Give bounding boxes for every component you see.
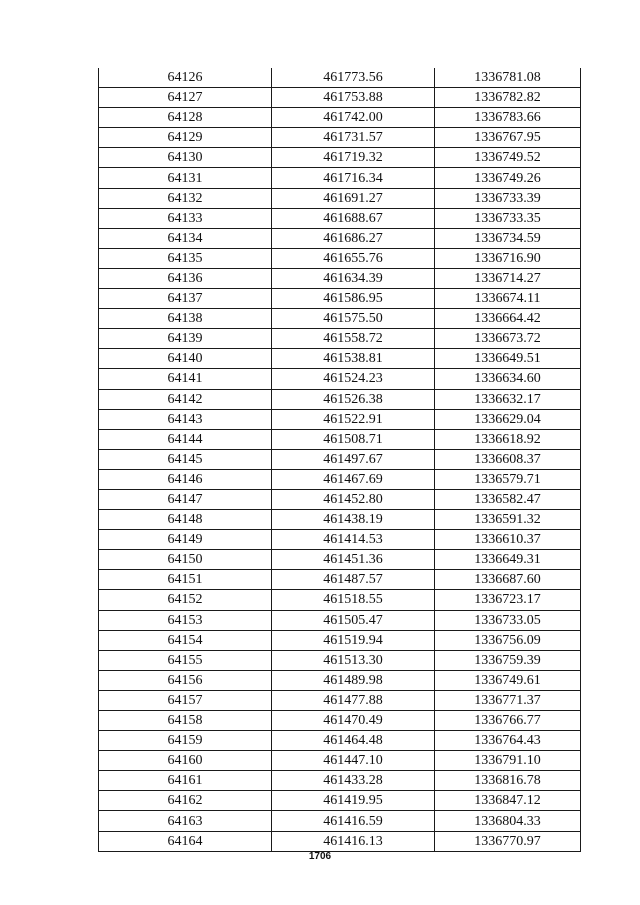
- table-row: [99, 771, 581, 791]
- x-coordinate-cell: 461505.47: [272, 610, 435, 630]
- x-coordinate-cell: 461753.88: [272, 88, 435, 108]
- y-coordinate-cell: 1336579.71: [435, 469, 581, 489]
- point-id-cell: 64153: [99, 610, 272, 630]
- coordinates-table: [98, 68, 581, 852]
- y-coordinate-cell: 1336733.39: [435, 188, 581, 208]
- table-row: [99, 389, 581, 409]
- table-row: [99, 168, 581, 188]
- x-coordinate-cell: 461558.72: [272, 329, 435, 349]
- table-row: [99, 489, 581, 509]
- x-coordinate-cell: 461477.88: [272, 690, 435, 710]
- table-row: [99, 188, 581, 208]
- table-row: [99, 550, 581, 570]
- table-row: [99, 88, 581, 108]
- y-coordinate-cell: 1336687.60: [435, 570, 581, 590]
- point-id-cell: 64141: [99, 369, 272, 389]
- point-id-cell: 64152: [99, 590, 272, 610]
- y-coordinate-cell: 1336771.37: [435, 690, 581, 710]
- x-coordinate-cell: 461719.32: [272, 148, 435, 168]
- table-row: [99, 610, 581, 630]
- y-coordinate-cell: 1336610.37: [435, 530, 581, 550]
- point-id-cell: 64138: [99, 309, 272, 329]
- point-id-cell: 64142: [99, 389, 272, 409]
- point-id-cell: 64150: [99, 550, 272, 570]
- y-coordinate-cell: 1336591.32: [435, 510, 581, 530]
- table-row: [99, 369, 581, 389]
- y-coordinate-cell: 1336714.27: [435, 268, 581, 288]
- y-coordinate-cell: 1336759.39: [435, 650, 581, 670]
- y-coordinate-cell: 1336783.66: [435, 108, 581, 128]
- y-coordinate-cell: 1336673.72: [435, 329, 581, 349]
- x-coordinate-cell: 461688.67: [272, 208, 435, 228]
- x-coordinate-cell: 461451.36: [272, 550, 435, 570]
- point-id-cell: 64136: [99, 268, 272, 288]
- point-id-cell: 64127: [99, 88, 272, 108]
- point-id-cell: 64132: [99, 188, 272, 208]
- x-coordinate-cell: 461773.56: [272, 68, 435, 88]
- point-id-cell: 64128: [99, 108, 272, 128]
- table-row: [99, 248, 581, 268]
- y-coordinate-cell: 1336674.11: [435, 289, 581, 309]
- x-coordinate-cell: 461519.94: [272, 630, 435, 650]
- point-id-cell: 64130: [99, 148, 272, 168]
- table-row: [99, 831, 581, 851]
- table-row: [99, 329, 581, 349]
- table-row: [99, 349, 581, 369]
- y-coordinate-cell: 1336756.09: [435, 630, 581, 650]
- x-coordinate-cell: 461586.95: [272, 289, 435, 309]
- x-coordinate-cell: 461655.76: [272, 248, 435, 268]
- x-coordinate-cell: 461419.95: [272, 791, 435, 811]
- table-row: [99, 108, 581, 128]
- point-id-cell: 64145: [99, 449, 272, 469]
- point-id-cell: 64137: [99, 289, 272, 309]
- y-coordinate-cell: 1336632.17: [435, 389, 581, 409]
- x-coordinate-cell: 461538.81: [272, 349, 435, 369]
- y-coordinate-cell: 1336782.82: [435, 88, 581, 108]
- table-row: [99, 711, 581, 731]
- point-id-cell: 64144: [99, 429, 272, 449]
- point-id-cell: 64158: [99, 711, 272, 731]
- table-row: [99, 148, 581, 168]
- table-row: [99, 449, 581, 469]
- y-coordinate-cell: 1336770.97: [435, 831, 581, 851]
- x-coordinate-cell: 461438.19: [272, 510, 435, 530]
- table-row: [99, 670, 581, 690]
- x-coordinate-cell: 461414.53: [272, 530, 435, 550]
- x-coordinate-cell: 461508.71: [272, 429, 435, 449]
- y-coordinate-cell: 1336816.78: [435, 771, 581, 791]
- table-row: [99, 429, 581, 449]
- point-id-cell: 64159: [99, 731, 272, 751]
- table-row: [99, 751, 581, 771]
- y-coordinate-cell: 1336618.92: [435, 429, 581, 449]
- point-id-cell: 64140: [99, 349, 272, 369]
- point-id-cell: 64162: [99, 791, 272, 811]
- y-coordinate-cell: 1336749.26: [435, 168, 581, 188]
- point-id-cell: 64160: [99, 751, 272, 771]
- point-id-cell: 64149: [99, 530, 272, 550]
- point-id-cell: 64161: [99, 771, 272, 791]
- table-row: [99, 409, 581, 429]
- x-coordinate-cell: 461467.69: [272, 469, 435, 489]
- y-coordinate-cell: 1336733.05: [435, 610, 581, 630]
- coordinates-table-body: [99, 68, 581, 851]
- x-coordinate-cell: 461513.30: [272, 650, 435, 670]
- y-coordinate-cell: 1336847.12: [435, 791, 581, 811]
- y-coordinate-cell: 1336804.33: [435, 811, 581, 831]
- point-id-cell: 64157: [99, 690, 272, 710]
- y-coordinate-cell: 1336734.59: [435, 228, 581, 248]
- x-coordinate-cell: 461470.49: [272, 711, 435, 731]
- point-id-cell: 64133: [99, 208, 272, 228]
- y-coordinate-cell: 1336767.95: [435, 128, 581, 148]
- y-coordinate-cell: 1336716.90: [435, 248, 581, 268]
- table-row: [99, 530, 581, 550]
- y-coordinate-cell: 1336791.10: [435, 751, 581, 771]
- y-coordinate-cell: 1336649.31: [435, 550, 581, 570]
- x-coordinate-cell: 461489.98: [272, 670, 435, 690]
- point-id-cell: 64147: [99, 489, 272, 509]
- x-coordinate-cell: 461575.50: [272, 309, 435, 329]
- y-coordinate-cell: 1336764.43: [435, 731, 581, 751]
- x-coordinate-cell: 461691.27: [272, 188, 435, 208]
- y-coordinate-cell: 1336723.17: [435, 590, 581, 610]
- y-coordinate-cell: 1336608.37: [435, 449, 581, 469]
- x-coordinate-cell: 461522.91: [272, 409, 435, 429]
- table-row: [99, 128, 581, 148]
- x-coordinate-cell: 461487.57: [272, 570, 435, 590]
- table-row: [99, 791, 581, 811]
- table-row: [99, 811, 581, 831]
- point-id-cell: 64129: [99, 128, 272, 148]
- page-number: 1706: [308, 851, 332, 862]
- table-row: [99, 570, 581, 590]
- table-row: [99, 309, 581, 329]
- y-coordinate-cell: 1336733.35: [435, 208, 581, 228]
- x-coordinate-cell: 461731.57: [272, 128, 435, 148]
- x-coordinate-cell: 461686.27: [272, 228, 435, 248]
- point-id-cell: 64134: [99, 228, 272, 248]
- point-id-cell: 64155: [99, 650, 272, 670]
- x-coordinate-cell: 461464.48: [272, 731, 435, 751]
- x-coordinate-cell: 461433.28: [272, 771, 435, 791]
- y-coordinate-cell: 1336634.60: [435, 369, 581, 389]
- point-id-cell: 64156: [99, 670, 272, 690]
- table-row: [99, 510, 581, 530]
- table-row: [99, 469, 581, 489]
- x-coordinate-cell: 461716.34: [272, 168, 435, 188]
- point-id-cell: 64139: [99, 329, 272, 349]
- point-id-cell: 64154: [99, 630, 272, 650]
- x-coordinate-cell: 461742.00: [272, 108, 435, 128]
- table-row: [99, 68, 581, 88]
- table-row: [99, 630, 581, 650]
- y-coordinate-cell: 1336781.08: [435, 68, 581, 88]
- point-id-cell: 64135: [99, 248, 272, 268]
- point-id-cell: 64143: [99, 409, 272, 429]
- y-coordinate-cell: 1336664.42: [435, 309, 581, 329]
- table-row: [99, 289, 581, 309]
- table-row: [99, 208, 581, 228]
- point-id-cell: 64148: [99, 510, 272, 530]
- y-coordinate-cell: 1336629.04: [435, 409, 581, 429]
- y-coordinate-cell: 1336749.52: [435, 148, 581, 168]
- x-coordinate-cell: 461497.67: [272, 449, 435, 469]
- table-row: [99, 590, 581, 610]
- table-row: [99, 690, 581, 710]
- table-row: [99, 650, 581, 670]
- point-id-cell: 64164: [99, 831, 272, 851]
- x-coordinate-cell: 461518.55: [272, 590, 435, 610]
- point-id-cell: 64131: [99, 168, 272, 188]
- x-coordinate-cell: 461634.39: [272, 268, 435, 288]
- point-id-cell: 64151: [99, 570, 272, 590]
- x-coordinate-cell: 461416.13: [272, 831, 435, 851]
- table-row: [99, 731, 581, 751]
- point-id-cell: 64146: [99, 469, 272, 489]
- y-coordinate-cell: 1336582.47: [435, 489, 581, 509]
- x-coordinate-cell: 461452.80: [272, 489, 435, 509]
- table-row: [99, 268, 581, 288]
- y-coordinate-cell: 1336649.51: [435, 349, 581, 369]
- x-coordinate-cell: 461524.23: [272, 369, 435, 389]
- y-coordinate-cell: 1336749.61: [435, 670, 581, 690]
- table-row: [99, 228, 581, 248]
- point-id-cell: 64126: [99, 68, 272, 88]
- x-coordinate-cell: 461526.38: [272, 389, 435, 409]
- point-id-cell: 64163: [99, 811, 272, 831]
- x-coordinate-cell: 461416.59: [272, 811, 435, 831]
- x-coordinate-cell: 461447.10: [272, 751, 435, 771]
- y-coordinate-cell: 1336766.77: [435, 711, 581, 731]
